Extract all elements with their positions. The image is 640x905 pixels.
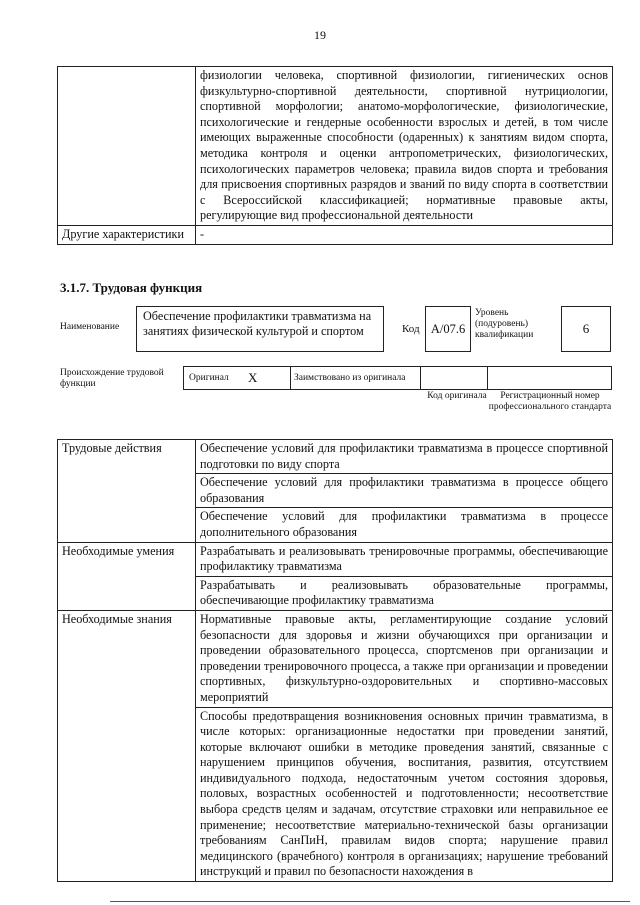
table-row xyxy=(58,542,613,576)
code-label: Код xyxy=(402,323,420,335)
section-title: 3.1.7. Трудовая функция xyxy=(60,280,203,295)
function-name-box: Обеспечение профилактики травматизма на занятиях физической культурой и спортом xyxy=(136,306,384,352)
table-row xyxy=(58,67,613,226)
original-mark: Х xyxy=(248,370,258,385)
name-label: Наименование xyxy=(60,322,120,332)
origin-label: Происхождение трудовой функции xyxy=(60,368,164,389)
table-row xyxy=(58,225,613,244)
list-item: Способы предотвращения возникновения основных причин травматизма, в числе которых: организационные недостатки при проведении занятий, которые включают ошибки в методике проведения занятий, связанные с нарушением принципов обучения, воспитания, развития, отсутствием индивидуального подхода, недостаточным учетом состояния здоровья, половых, возрастных особенностей и подготовленности; несоответствие выбора средств целям и задачам, отсутствие страховки или неправильное ее применение; несоответствие материально-технической базы организации требованиям СанПиН, правилам видов спорта; нарушение правил медицинского (врачебного) контроля в организациях; нарушение требований инструкций и правил по безопасности нахождения в xyxy=(196,707,613,882)
row-label: Другие характеристики xyxy=(58,225,196,244)
original-cell xyxy=(184,367,291,389)
table-row xyxy=(58,440,613,474)
row-text: - xyxy=(196,225,613,244)
list-item: Обеспечение условий для профилактики травматизма в процессе общего образования xyxy=(196,474,613,508)
list-item: Обеспечение условий для профилактики травматизма в процессе дополнительного образования xyxy=(196,508,613,542)
bottom-rule xyxy=(110,901,630,902)
page-number: 19 xyxy=(314,28,326,42)
original-code-caption: Код оригинала xyxy=(427,391,487,401)
reg-number-caption: Регистрационный номер профессионального стандарта xyxy=(488,391,612,412)
level-label: Уровень (подуровень) квалификации xyxy=(475,308,534,340)
code-reg-box xyxy=(421,366,612,390)
skills-label: Необходимые умения xyxy=(58,542,196,610)
main-table xyxy=(57,439,613,882)
list-item: Нормативные правовые акты, регламентирующие создание условий безопасности для здоровья и жизни обучающихся при организации и проведении образовательного процесса, спортсменов при организации и проведении тренировочного процесса, а также при организации и проведении спортивных, физкультурно-оздоровительных и спортивно-массовых мероприятий xyxy=(196,610,613,707)
top-table xyxy=(57,66,613,245)
list-item: Разрабатывать и реализовывать тренировочные программы, обеспечивающие профилактику травматизма xyxy=(196,542,613,576)
row-text: физиологии человека, спортивной физиологии, гигиенических основ физкультурно-спортивной деятельности, спортивной нутрициологии, спортивной морфологии; анатомо-морфологические, физиологические, психологические и гендерные особенности взрослых и детей, в том числе имеющих выраженные способности (одаренных) к занятиям видом спорта, методика контроля и оценки антропометрических, физиологических, психологических параметров человека; правила видов спорта и требования для присвоения спортивных разрядов и званий по виду спорта в соответствии с Всероссийской классификацией; нормативные правовые акты, регулирующие вид профессиональной деятельности xyxy=(196,67,613,226)
borrowed-label: Заимствовано из оригинала xyxy=(294,373,406,383)
row-label xyxy=(58,67,196,226)
divider xyxy=(487,367,488,389)
code-value: А/07.6 xyxy=(425,306,471,352)
work-actions-label: Трудовые действия xyxy=(58,440,196,543)
origin-box xyxy=(183,366,421,390)
knowledge-label: Необходимые знания xyxy=(58,610,196,881)
original-label: Оригинал xyxy=(189,373,229,383)
level-value: 6 xyxy=(561,306,611,352)
table-row xyxy=(58,610,613,707)
list-item: Обеспечение условий для профилактики травматизма в процессе спортивной подготовки по виду спорта xyxy=(196,440,613,474)
list-item: Разрабатывать и реализовывать образовательные программы, обеспечивающие профилактику травматизма xyxy=(196,576,613,610)
